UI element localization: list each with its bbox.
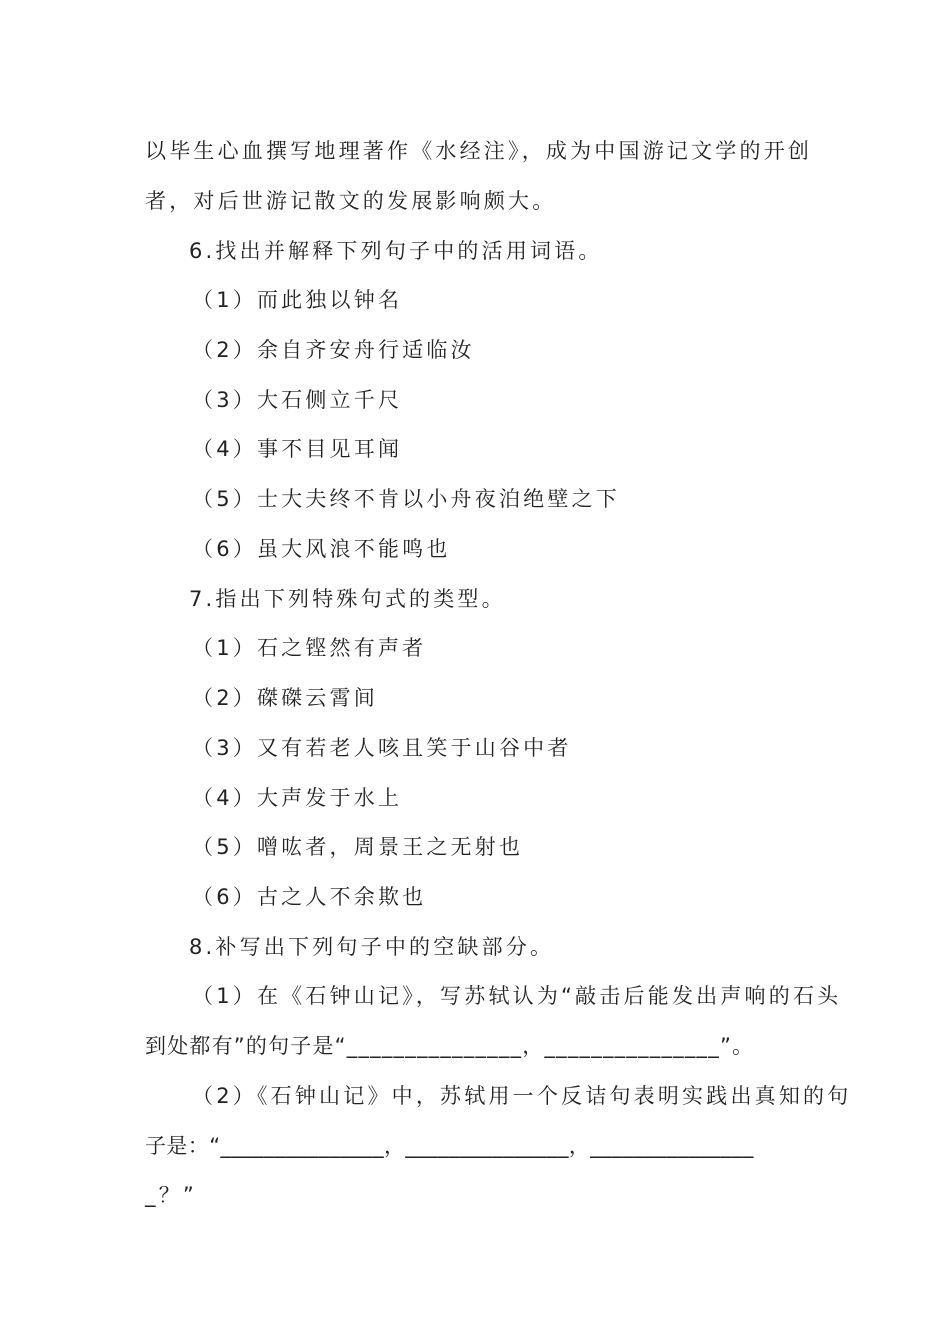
question-7-item-6: （6）古之人不余欺也 <box>192 885 427 909</box>
question-8-item-1-line-2: 到处都有”的句子是“_______________，_______________”。 <box>145 1034 755 1058</box>
question-6-item-4: （4）事不目见耳闻 <box>192 437 403 461</box>
question-7-item-5: （5）噌吰者，周景王之无射也 <box>192 835 524 859</box>
question-7-item-1: （1）石之铿然有声者 <box>192 636 427 660</box>
question-6-item-3: （3）大石侧立千尺 <box>192 388 403 412</box>
question-7-item-3: （3）又有若老人咳且笑于山谷中者 <box>192 736 572 760</box>
question-6-item-6: （6）虽大风浪不能鸣也 <box>192 537 451 561</box>
question-7-title: 7.指出下列特殊句式的类型。 <box>189 587 506 611</box>
intro-line-1: 以毕生心血撰写地理著作《水经注》，成为中国游记文学的开创 <box>145 139 813 163</box>
question-6-item-2: （2）余自齐安舟行适临汝 <box>192 338 475 362</box>
question-7-item-2: （2）磔磔云霄间 <box>192 686 378 710</box>
question-6-title: 6.找出并解释下列句子中的活用词语。 <box>189 239 603 263</box>
question-8-title: 8.补写出下列句子中的空缺部分。 <box>189 935 555 959</box>
question-8-item-1-line-1: （1）在《石钟山记》，写苏轼认为“敲击后能发出声响的石头 <box>192 984 842 1008</box>
question-6-item-5: （5）士大夫终不肯以小舟夜泊绝壁之下 <box>192 487 620 511</box>
question-6-item-1: （1）而此独以钟名 <box>192 288 403 312</box>
question-7-item-4: （4）大声发于水上 <box>192 786 403 810</box>
intro-line-2: 者，对后世游记散文的发展影响颇大。 <box>145 189 557 213</box>
question-8-item-2-line-1: （2）《石钟山记》中，苏轼用一个反诘句表明实践出真知的句 <box>192 1084 852 1108</box>
question-8-item-2-line-3: _？” <box>145 1183 197 1207</box>
question-8-item-2-line-2: 子是：“_______________，_______________，_______________ <box>145 1134 754 1158</box>
